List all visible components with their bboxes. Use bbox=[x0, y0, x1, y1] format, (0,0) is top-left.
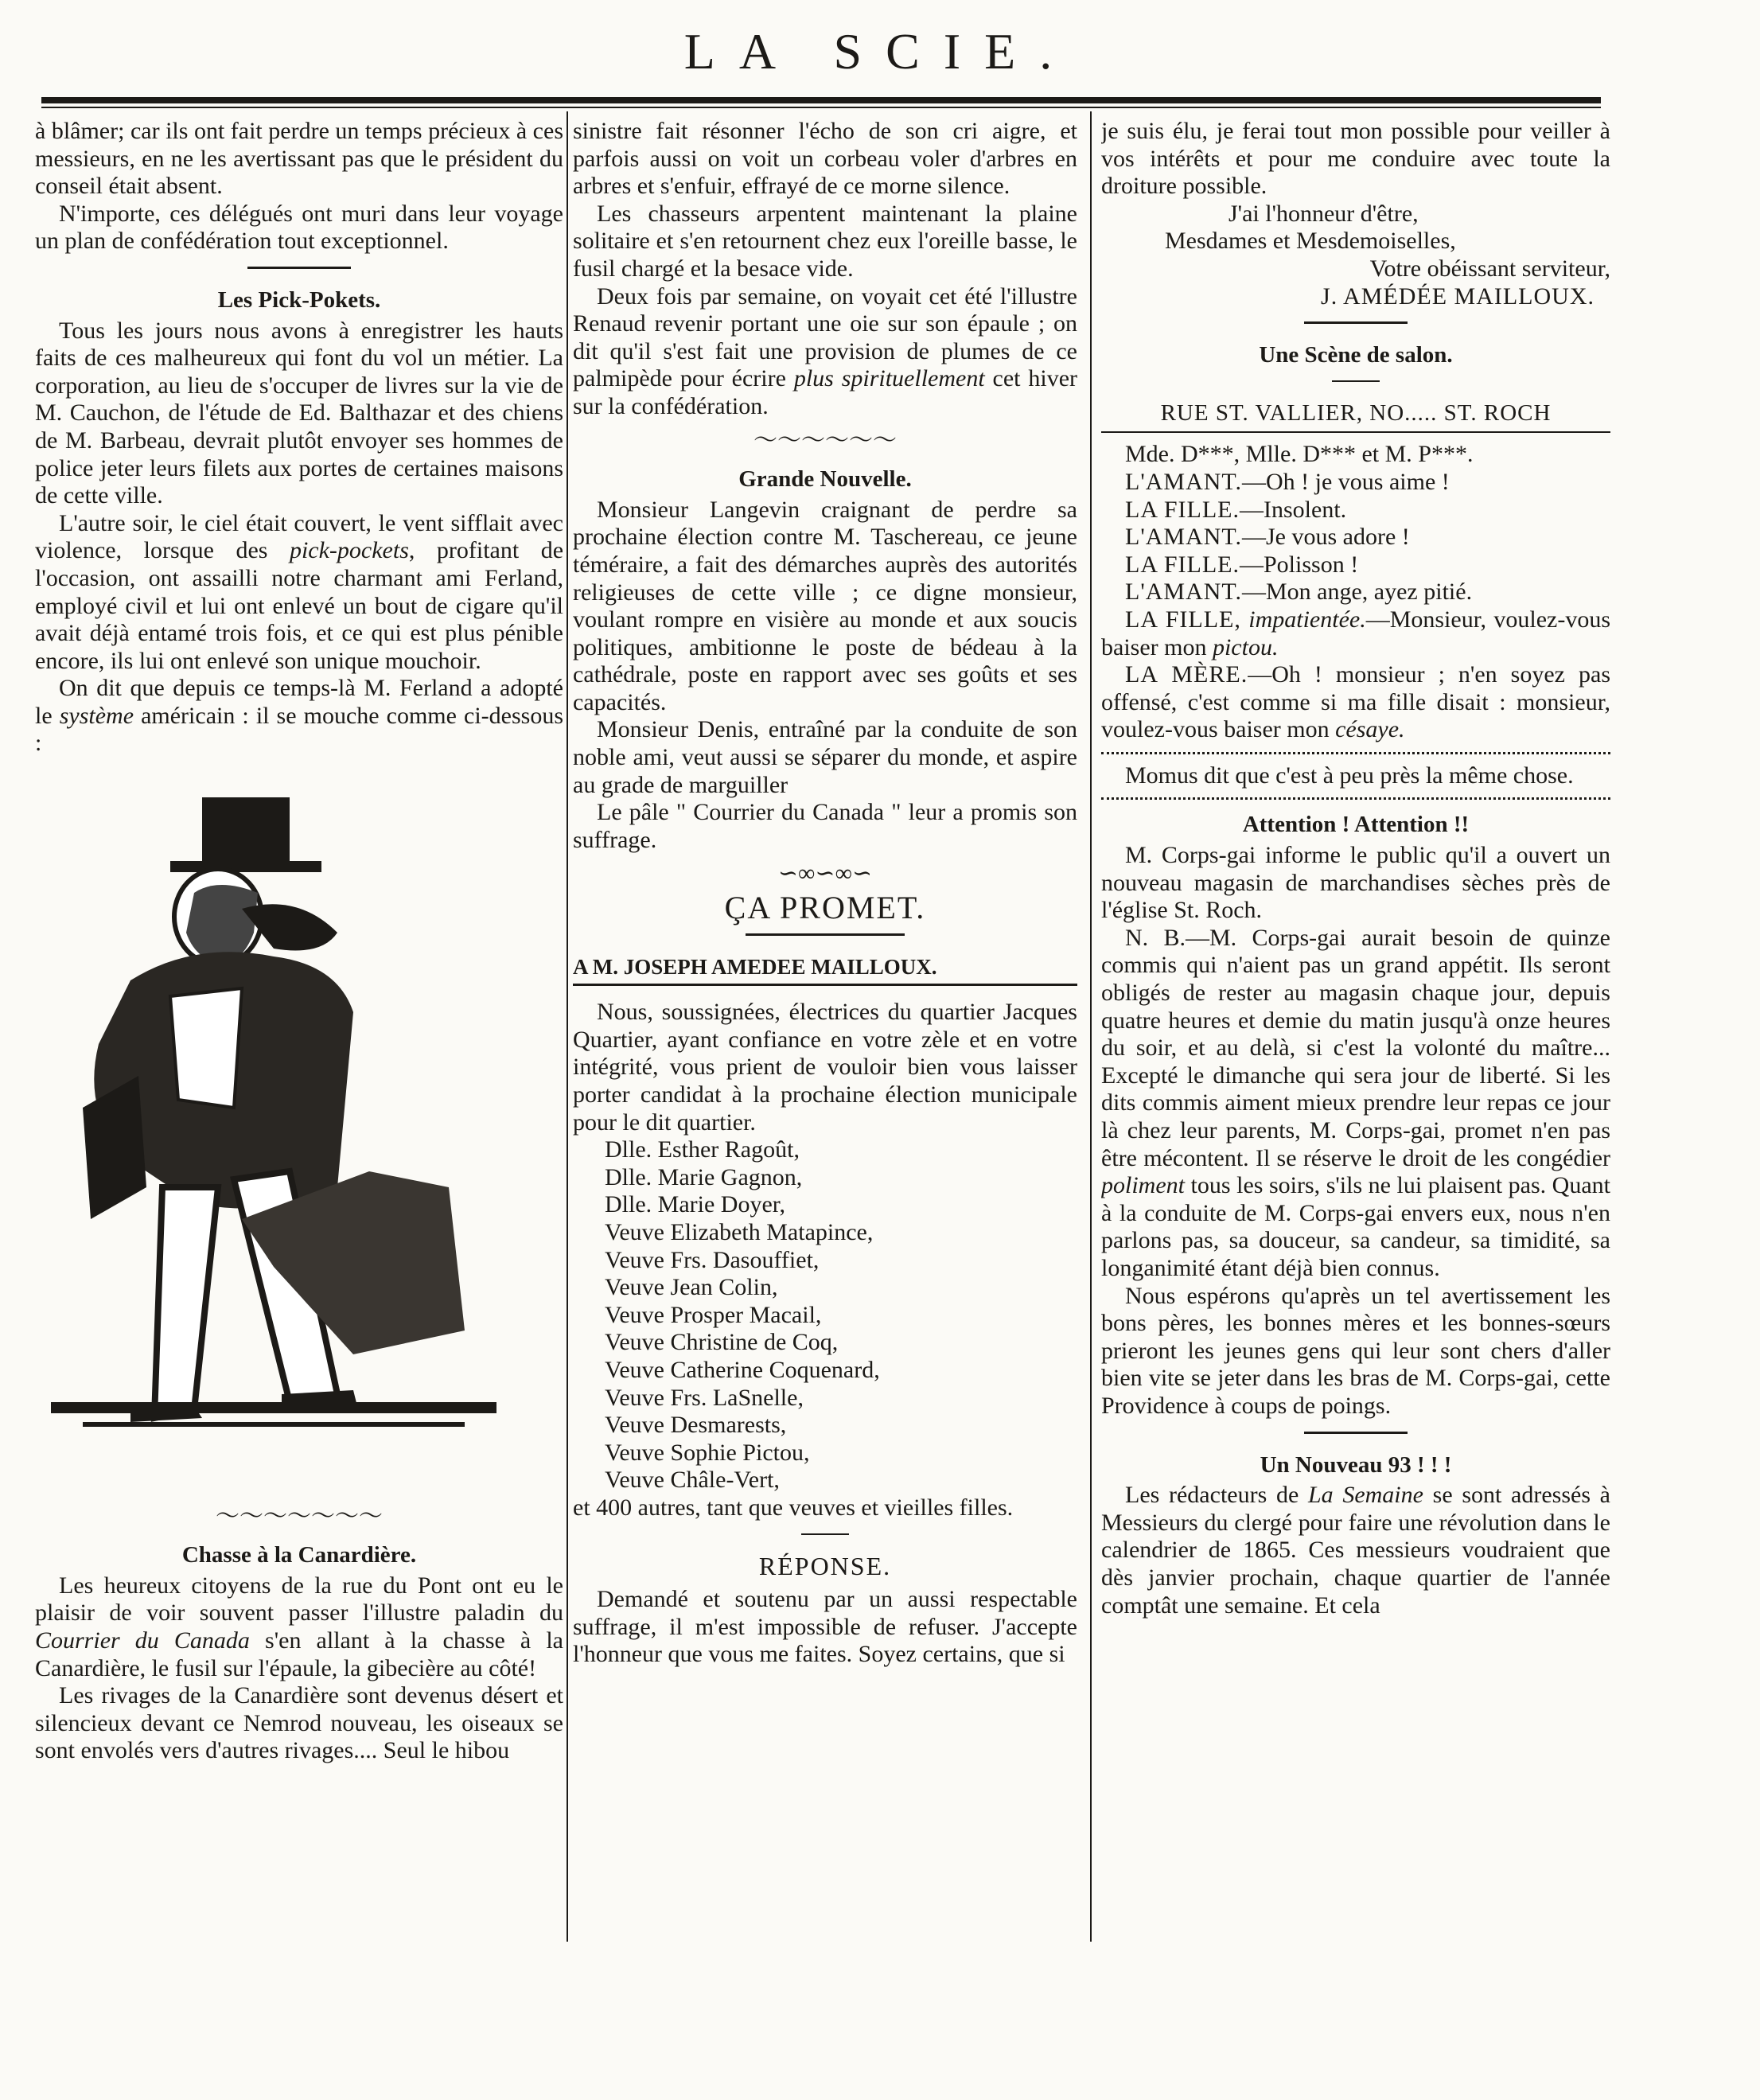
dialogue-line: LA MÈRE.—Oh ! monsieur ; n'en soyez pas offensé, c'est comme si ma fille disait : monsieur, voulez-vous baiser mon césaye. bbox=[1101, 661, 1610, 743]
address-line: RUE ST. VALLIER, NO..... ST. ROCH bbox=[1160, 399, 1552, 426]
dialogue-line: L'AMANT.—Mon ange, ayez pitié. bbox=[1125, 579, 1473, 606]
column-2 bbox=[573, 118, 1077, 1948]
paragraph: Les heureux citoyens de la rue du Pont ont eu le plaisir de voir souvent passer l'illustre paladin du Courrier du Canada s'en allant à la chasse à la Canardière, le fusil sur l'épaule, la gibecière au côté! bbox=[35, 1572, 563, 1681]
signature-name: J. AMÉDÉE MAILLOUX. bbox=[1321, 282, 1595, 310]
paragraph: Monsieur Langevin craignant de perdre sa prochaine élection contre M. Taschereau, ce jeune téméraire, a fait des démarches auprès des autorités religieuses de cette ville ; ce digne monsieur, voulant rompre en visière au monde et aux soucis politiques, ambitionne le poste de bédeau à la cathédrale, poste en rapport avec ses goûts et ses capacités. bbox=[573, 496, 1077, 715]
paragraph: Mde. D***, Mlle. D*** et M. P***. bbox=[1125, 441, 1474, 468]
signatory-name: Veuve Catherine Coquenard, bbox=[605, 1356, 880, 1383]
paragraph: Tous les jours nous avons à enregistrer les hauts faits de ces malheureux qui font du vol un métier. La corporation, au lieu de s'occuper de livres sur la vie de M. Cauchon, de l'étude de Ed. Balthazar et des chiens de M. Barbeau, devrait plutôt envoyer ses hommes de police jeter leurs filets aux portes de certaines maisons de cette ville. bbox=[35, 317, 563, 509]
signatory-name: Dlle. Marie Gagnon, bbox=[605, 1163, 803, 1190]
paragraph: Momus dit que c'est à peu près la même chose. bbox=[1125, 762, 1574, 789]
separator: 〜〜〜〜〜〜 bbox=[753, 427, 897, 454]
paragraph: Monsieur Denis, entraîné par la conduite de son noble ami, veut aussi se séparer du monde, et aspire au grade de marguiller bbox=[573, 716, 1077, 798]
article-heading: Grande Nouvelle. bbox=[738, 466, 912, 493]
paragraph: Demandé et soutenu par un aussi respectable suffrage, il m'est impossible de refuser. J'accepte l'honneur que vous me faites. Soyez certains, que si bbox=[573, 1586, 1077, 1668]
signatory-name: Dlle. Marie Doyer, bbox=[605, 1191, 786, 1218]
separator bbox=[1101, 752, 1610, 754]
paragraph: à blâmer; car ils ont fait perdre un temps précieux à ces messieurs, en ne les avertissant pas que le président du conseil était absent. bbox=[35, 118, 563, 200]
paragraph: On dit que depuis ce temps-là M. Ferland a adopté le système américain : il se mouche comme ci-dessous : bbox=[35, 675, 563, 757]
signatory-name: Veuve Christine de Coq, bbox=[605, 1329, 839, 1356]
paragraph: Nous espérons qu'après un tel avertissement les bons pères, les bonnes mères et les bonnes-sœurs prieront les jeunes gens qui leur sont chers d'aller bien vite se jeter dans les bras de M. Corps-gai, cette Providence à coups de poings. bbox=[1101, 1282, 1610, 1419]
article-heading: A M. JOSEPH AMEDEE MAILLOUX. bbox=[573, 954, 937, 979]
separator bbox=[1332, 380, 1380, 388]
article-heading: Une Scène de salon. bbox=[1259, 342, 1453, 368]
top-rule-thin bbox=[41, 107, 1601, 108]
separator bbox=[746, 933, 905, 942]
article-heading: RÉPONSE. bbox=[758, 1551, 892, 1580]
column-divider bbox=[567, 111, 568, 1942]
dialogue-line: LA FILLE, impatientée.—Monsieur, voulez-vous baiser mon pictou. bbox=[1101, 606, 1610, 660]
article-heading: Attention ! Attention !! bbox=[1242, 812, 1470, 838]
signatory-name: Dlle. Esther Ragoût, bbox=[605, 1136, 800, 1163]
article-heading: ÇA PROMET. bbox=[724, 890, 926, 926]
separator bbox=[1304, 1432, 1408, 1440]
top-rule bbox=[41, 97, 1601, 103]
separator bbox=[1304, 321, 1408, 330]
dialogue-line: L'AMANT.—Oh ! je vous aime ! bbox=[1125, 468, 1450, 495]
separator bbox=[573, 984, 1077, 986]
signatory-name: Veuve Elizabeth Matapince, bbox=[605, 1218, 874, 1245]
column-3 bbox=[1101, 118, 1610, 1948]
dialogue-line: L'AMANT.—Je vous adore ! bbox=[1125, 524, 1410, 551]
separator bbox=[247, 267, 351, 275]
separator: 〜〜〜〜〜〜〜 bbox=[216, 1502, 383, 1529]
signatory-list bbox=[573, 1136, 1077, 1494]
signature-line: J'ai l'honneur d'être, bbox=[1228, 200, 1419, 227]
signatory-name: Veuve Prosper Macail, bbox=[605, 1301, 822, 1328]
dialogue-line: LA FILLE.—Insolent. bbox=[1125, 496, 1347, 523]
paragraph: sinistre fait résonner l'écho de son cri aigre, et parfois aussi on voit un corbeau voler d'arbres en arbres et s'enfuir, effrayé de ce morne silence. bbox=[573, 118, 1077, 200]
ornament-separator: ∽∞∽∞∽ bbox=[777, 860, 873, 887]
signature-line: Votre obéissant serviteur, bbox=[1369, 255, 1610, 282]
paragraph: N. B.—M. Corps-gai aurait besoin de quinze commis qui n'aient pas un grand appétit. Ils seront obligés de rester au magasin chaque jour, depuis quatre heures et demie du matin jusqu'à onze heures du soir, et au delà, si c'est la volonté du maître... Excepté le dimanche qui sera jour de liberté. Si les dits commis aiment mieux prendre leur repas ce jour là chez leur parents, M. Corps-gai, promet n'en pas être mécontent. Il se réserve le droit de les congédier poliment tous les soirs, s'ils ne lui plaisent pas. Quant à la conduite de M. Corps-gai envers eux, nous n'en parlons pas, sa douceur, sa candeur, sa timidité, sa longanimité étant déjà bien connus. bbox=[1101, 924, 1610, 1281]
engraving-illustration bbox=[35, 773, 512, 1482]
signatory-name: Veuve Jean Colin, bbox=[605, 1274, 778, 1301]
separator bbox=[1101, 431, 1610, 433]
article-heading: Un Nouveau 93 ! ! ! bbox=[1260, 1451, 1452, 1478]
paragraph: Les rédacteurs de La Semaine se sont adressés à Messieurs du clergé pour faire une révolution dans le calendrier de 1865. Ces messieurs voudraient que dès janvier prochain, chaque quartier de l'année comptât une semaine. Et cela bbox=[1101, 1482, 1610, 1619]
column-1 bbox=[35, 118, 563, 1948]
signature-line: Mesdames et Mesdemoiselles, bbox=[1165, 228, 1456, 255]
paragraph: je suis élu, je ferai tout mon possible pour veiller à vos intérêts et pour me conduire avec toute la droiture possible. bbox=[1101, 118, 1610, 200]
signatory-name: Veuve Frs. LaSnelle, bbox=[605, 1384, 804, 1411]
paragraph: N'importe, ces délégués ont muri dans leur voyage un plan de confédération tout exceptionnel. bbox=[35, 200, 563, 255]
signatory-name: Veuve Châle-Vert, bbox=[605, 1467, 780, 1494]
paragraph: M. Corps-gai informe le public qu'il a ouvert un nouveau magasin de marchandises sèches près de l'église St. Roch. bbox=[1101, 842, 1610, 924]
paragraph: Les rivages de la Canardière sont devenus désert et silencieux devant ce Nemrod nouveau, les oiseaux se sont envolés vers d'autres rivages.... Seul le hibou bbox=[35, 1682, 563, 1764]
paragraph: Deux fois par semaine, on voyait cet été l'illustre Renaud revenir portant une oie sur son épaule ; on dit qu'il s'est fait une provision de plumes de ce palmipède pour écrire plus spirituellement cet hiver sur la confédération. bbox=[573, 282, 1077, 419]
paragraph: et 400 autres, tant que veuves et vieilles filles. bbox=[573, 1494, 1014, 1521]
dialogue-line: LA FILLE.—Polisson ! bbox=[1125, 551, 1359, 578]
paragraph: Nous, soussignées, électrices du quartier Jacques Quartier, ayant confiance en votre zèle et en votre intégrité, vous prient de vouloir bien vous laisser porter candidat à la prochaine élection municipale pour le dit quartier. bbox=[573, 999, 1077, 1136]
article-heading: Chasse à la Canardière. bbox=[181, 1542, 417, 1568]
signatory-name: Veuve Frs. Dasouffiet, bbox=[605, 1246, 820, 1273]
paragraph: L'autre soir, le ciel était couvert, le vent sifflait avec violence, lorsque des pick-pockets, profitant de l'occasion, ont assailli notre charmant ami Ferland, employé civil et lui ont enlevé un bout de cigare qu'il avait déjà entamé trois fois, et ce qui est plus pénible encore, ils lui ont enlevé son unique mouchoir. bbox=[35, 509, 563, 674]
separator bbox=[801, 1533, 849, 1541]
article-heading: Les Pick-Pokets. bbox=[217, 286, 381, 313]
separator bbox=[1101, 797, 1610, 800]
paragraph: Les chasseurs arpentent maintenant la plaine solitaire et s'en retournent chez eux l'oreille basse, le fusil chargé et la besace vide. bbox=[573, 200, 1077, 282]
signatory-name: Veuve Desmarests, bbox=[605, 1412, 787, 1439]
masthead-title: LA SCIE. bbox=[683, 23, 1077, 80]
signatory-name: Veuve Sophie Pictou, bbox=[605, 1439, 810, 1466]
paragraph: Le pâle " Courrier du Canada " leur a promis son suffrage. bbox=[573, 799, 1077, 853]
column-divider bbox=[1090, 111, 1092, 1942]
